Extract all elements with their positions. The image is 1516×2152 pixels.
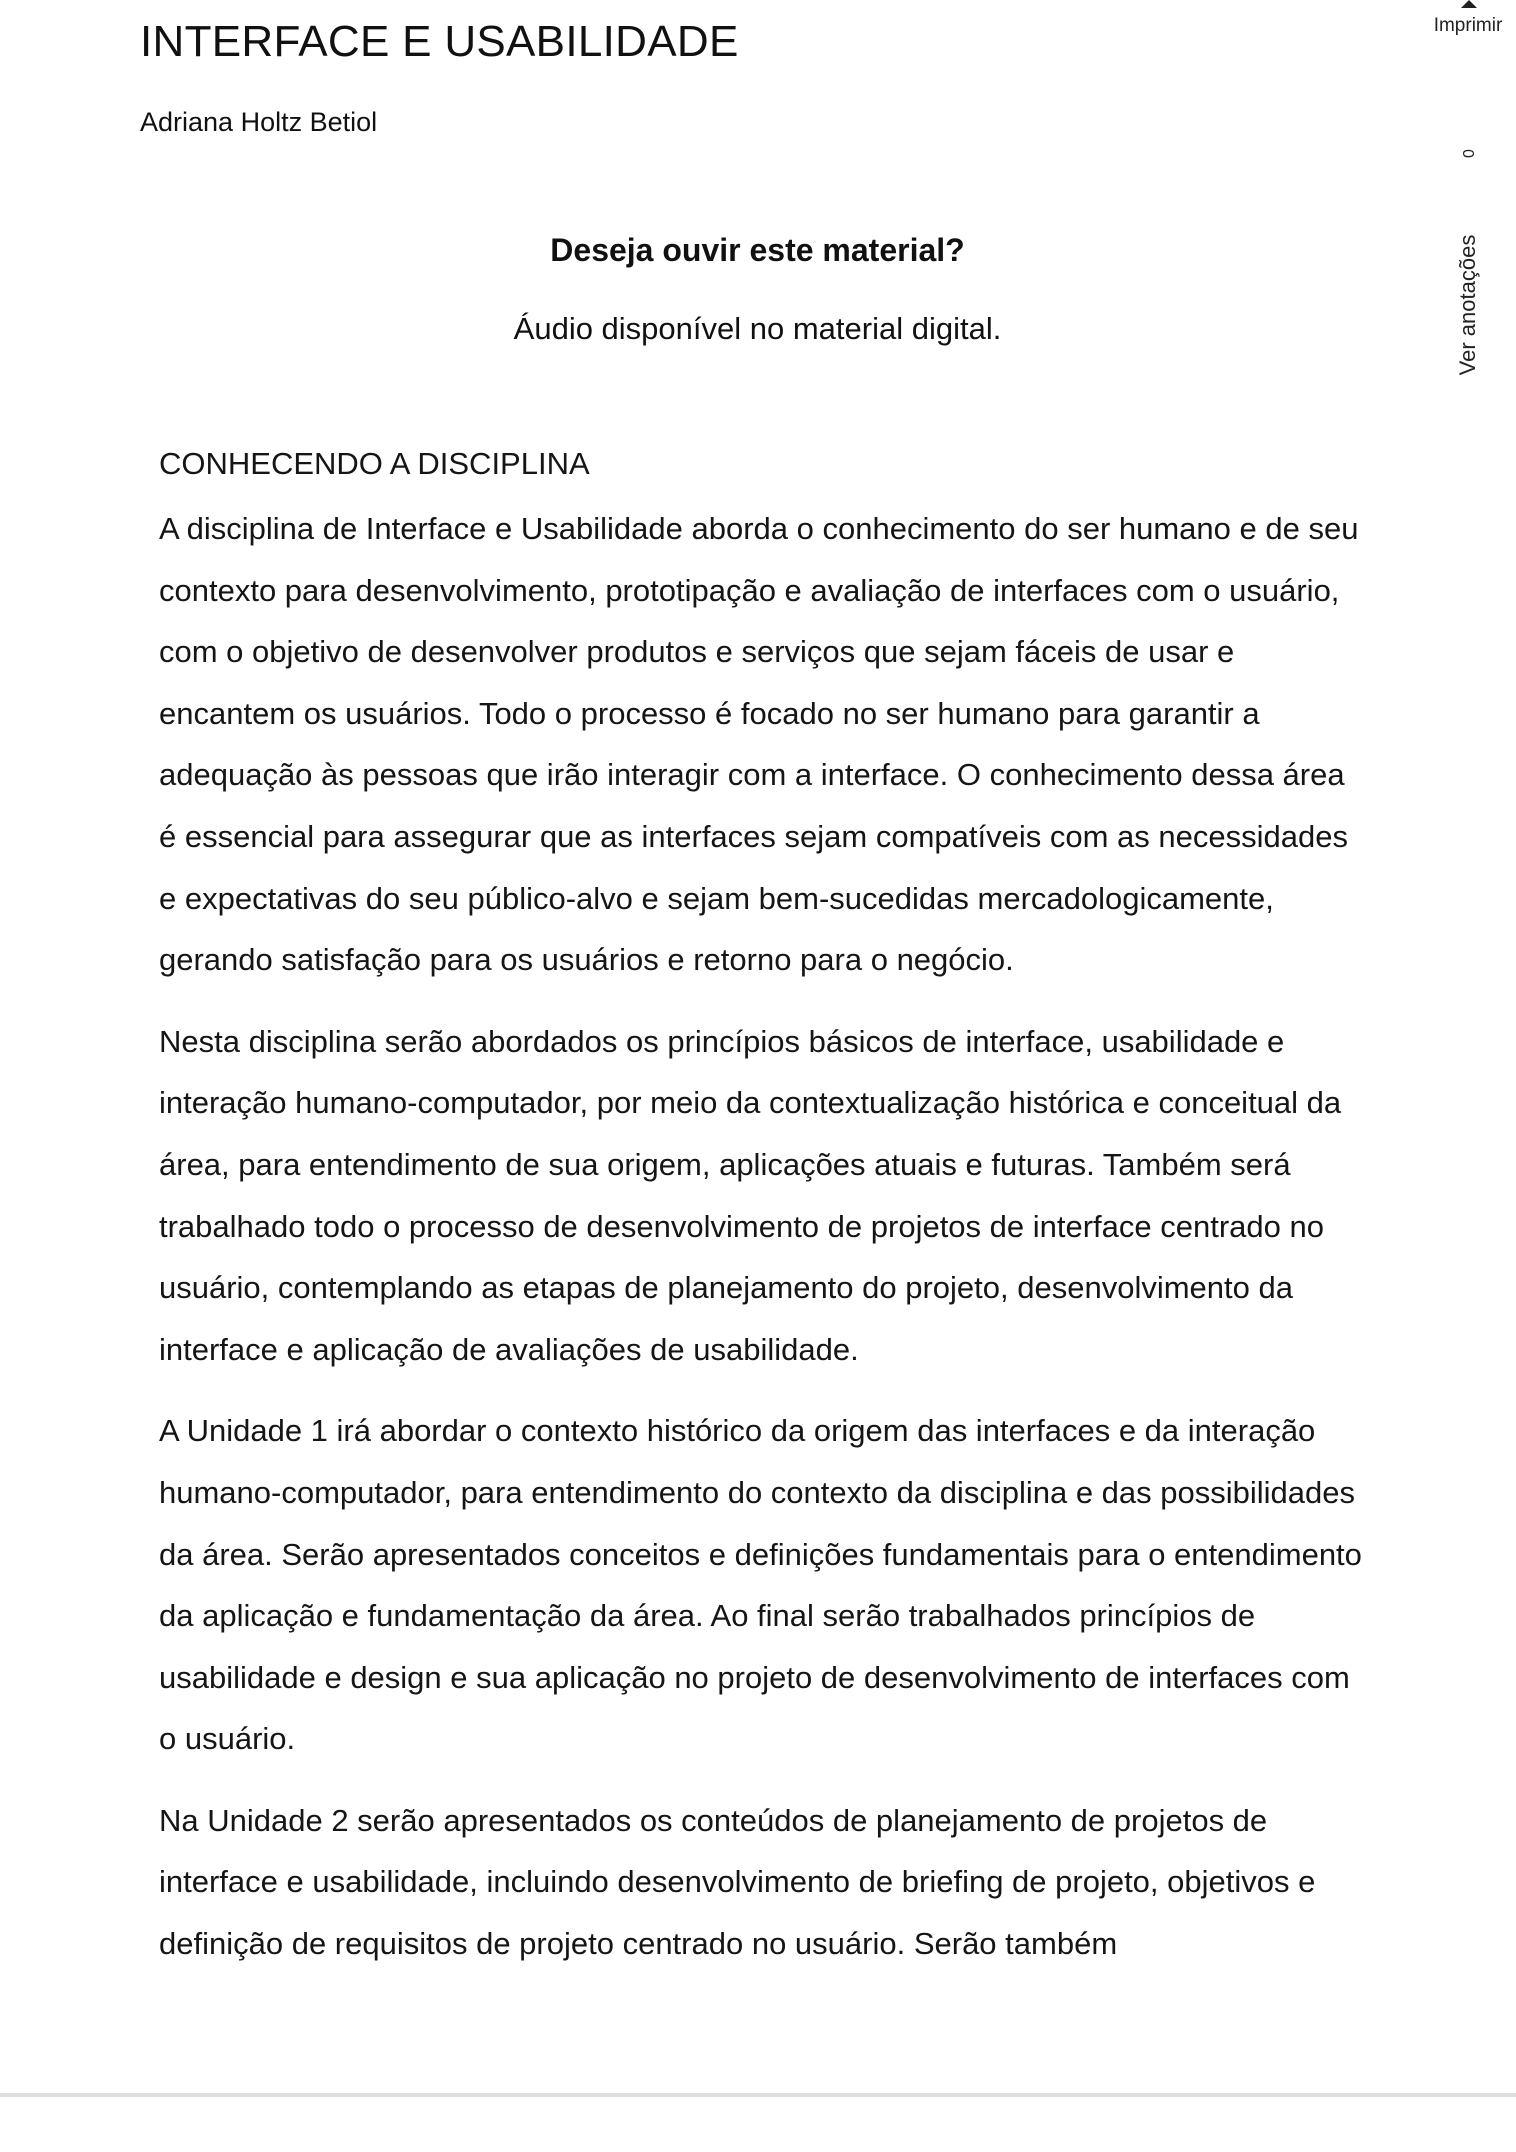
audio-availability-note: Áudio disponível no material digital. — [513, 311, 1002, 346]
paragraph-3: A Unidade 1 irá abordar o contexto histórico da origem das interfaces e da interação humano-computador, para entendimento do contexto da disciplina e das possibilidades da área. Serão apresentados conceitos e definições fundamentais para o entendimento da aplicação e fundamentação da área. Ao final serão trabalhados princípios de usabilidade e design e sua aplicação no projeto de desenvolvimento de interfaces com o usuário. — [159, 1413, 1362, 1757]
caret-up-icon — [1461, 0, 1477, 8]
paragraph-4: Na Unidade 2 serão apresentados os conteúdos de planejamento de projetos de interface e usabilidade, incluindo desenvolvimento de briefing de projeto, objetivos e definição de requisitos de projeto centrado no usuário. Serão também — [159, 1802, 1316, 1962]
bottom-divider — [0, 2093, 1516, 2097]
document-title: INTERFACE E USABILIDADE — [140, 17, 739, 66]
print-button[interactable] — [1428, 0, 1508, 40]
paragraph-1: A disciplina de Interface e Usabilidade aborda o conhecimento do ser humano e de seu contexto para desenvolvimento, prototipação e avaliação de interfaces com o usuário, com o objetivo de desenvolver produtos e serviços que sejam fáceis de usar e encantem os usuários. Todo o processo é focado no ser humano para garantir a adequação às pessoas que irão interagir com a interface. O conhecimento dessa área é essencial para assegurar que as interfaces sejam compatíveis com as necessidades e expectativas do seu público-alvo e sejam bem-sucedidas mercadologicamente, gerando satisfação para os usuários e retorno para o negócio. — [159, 511, 1359, 978]
article-body — [159, 440, 1369, 1995]
audio-question: Deseja ouvir este material? — [550, 232, 965, 268]
author-name: Adriana Holtz Betiol — [140, 107, 378, 137]
paragraph-2: Nesta disciplina serão abordados os princípios básicos de interface, usabilidade e interação humano-computador, por meio da contextualização histórica e conceitual da área, para entendimento de sua origem, aplicações atuais e futuras. Também será trabalhado todo o processo de desenvolvimento de projetos de interface centrado no usuário, contemplando as etapas de planejamento do projeto, desenvolvimento da interface e aplicação de avaliações de usabilidade. — [159, 1023, 1342, 1367]
audio-notice — [140, 228, 1375, 351]
annotation-count: 0 — [1461, 149, 1478, 158]
print-label: Imprimir — [1433, 15, 1503, 36]
section-heading: CONHECENDO A DISCIPLINA — [159, 446, 590, 481]
view-annotations-button[interactable]: Ver anotações — [1455, 234, 1480, 376]
side-toolbar — [1420, 0, 1516, 420]
